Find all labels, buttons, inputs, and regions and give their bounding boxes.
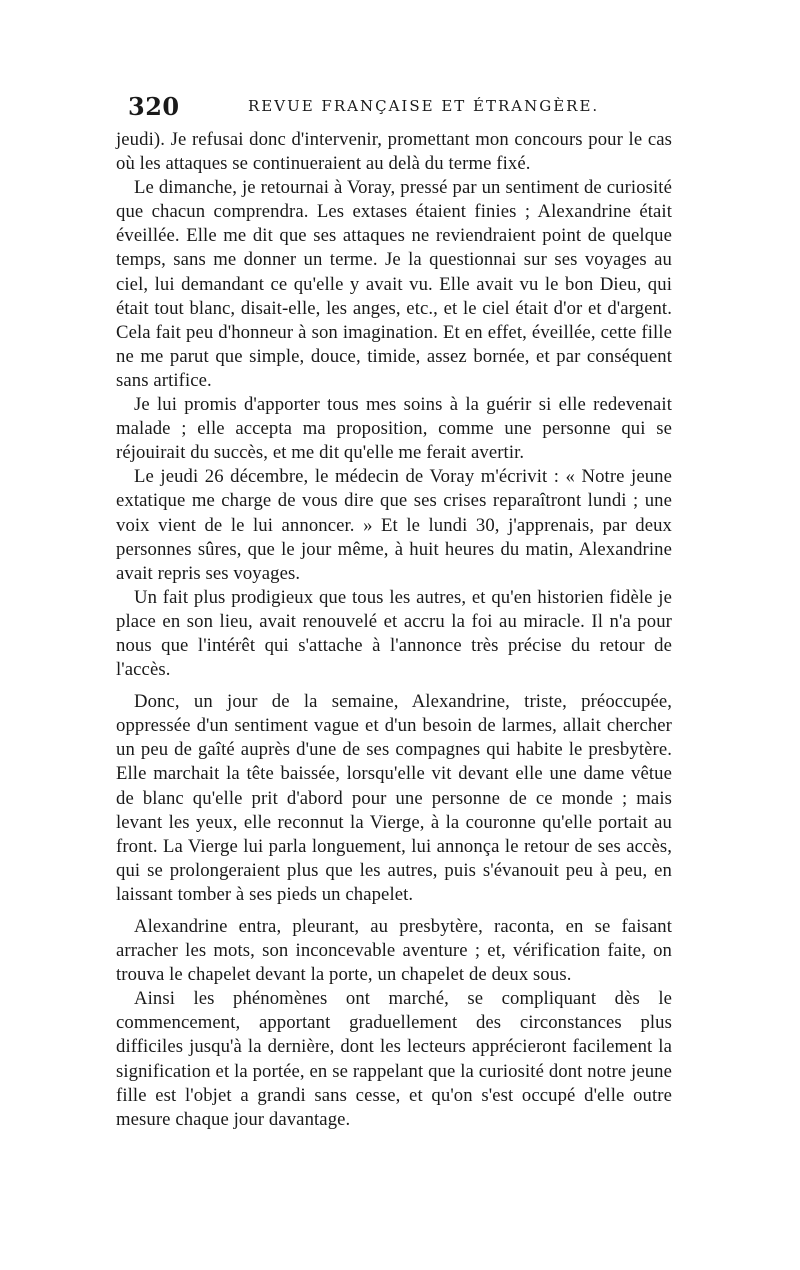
paragraph: Un fait plus prodigieux que tous les autres, et qu'en historien fidèle je place en son lieu, avait renouvelé et accru la foi au miracle. Il n'a pour nous que l'intérêt qui s'attache à l'annonce très précise du retour de l'accès. xyxy=(116,586,672,681)
paragraph: Donc, un jour de la semaine, Alexandrine, triste, préoccupée, oppressée d'un sentiment vague et d'un besoin de larmes, allait chercher un peu de gaîté auprès d'une de ses compagnes qui habite le presbytère. Elle marchait la tête baissée, lorsqu'elle vit devant elle une dame vêtue de blanc qu'elle prit d'abord pour une personne de ce monde ; mais levant les yeux, elle reconnut la Vierge, à la couronne qu'elle portait au front. La Vierge lui parla longuement, lui annonça le retour de ses accès, qui se prolongeraient plus que les autres, puis s'évanouit peu à peu, en laissant tomber à ses pieds un chapelet. xyxy=(116,691,672,905)
paragraph: Je lui promis d'apporter tous mes soins à la guérir si elle redevenait malade ; elle accepta ma proposition, comme une personne qui se réjouirait du succès, et me dit qu'elle me ferait avertir. xyxy=(116,394,672,464)
running-head xyxy=(128,92,683,122)
paragraph: Le jeudi 26 décembre, le médecin de Voray m'écrivit : « Notre jeune extatique me charge de vous dire que ses crises reparaîtront lundi ; une voix vient de le lui annoncer. » Et le lundi 30, j'apprenais, par deux personnes sûres, que le jour même, à huit heures du matin, Alexandrine avait repris ses voyages. xyxy=(116,466,672,584)
journal-title: REVUE FRANÇAISE ET ÉTRANGÈRE. xyxy=(248,97,600,115)
paragraph-continuation: jeudi). Je refusai donc d'intervenir, promettant mon concours pour le cas où les attaques se continueraient au delà du terme fixé. xyxy=(116,129,672,175)
paragraph: Ainsi les phénomènes ont marché, se compliquant dès le commencement, apportant graduellement des circonstances plus difficiles jusqu'à la dernière, dont les lecteurs apprécieront facilement la signification et la portée, en se rappelant que la curiosité dont notre jeune fille est l'objet a grandi sans cesse, et qu'on s'est occupé d'elle outre mesure chaque jour davantage. xyxy=(116,988,672,1130)
paragraph: Alexandrine entra, pleurant, au presbytère, raconta, en se faisant arracher les mots, son inconcevable aventure ; et, vérification faite, on trouva le chapelet devant la porte, un chapelet de deux sous. xyxy=(116,916,672,986)
page-number: 320 xyxy=(128,92,180,121)
paragraph: Le dimanche, je retournai à Voray, pressé par un sentiment de curiosité que chacun comprendra. Les extases étaient finies ; Alexandrine était éveillée. Elle me dit que ses attaques ne reviendraient point de quelque temps, sans me donner un terme. Je la questionnai sur ses voyages au ciel, lui demandant ce qu'elle y avait vu. Elle avait vu le bon Dieu, qui était tout blanc, disait-elle, les anges, etc., et le ciel était d'or et d'argent. Cela fait peu d'honneur à son imagination. Et en effet, éveillée, cette fille ne me parut que simple, douce, timide, assez bornée, et par conséquent sans artifice. xyxy=(116,177,672,391)
body-text xyxy=(116,128,672,1132)
